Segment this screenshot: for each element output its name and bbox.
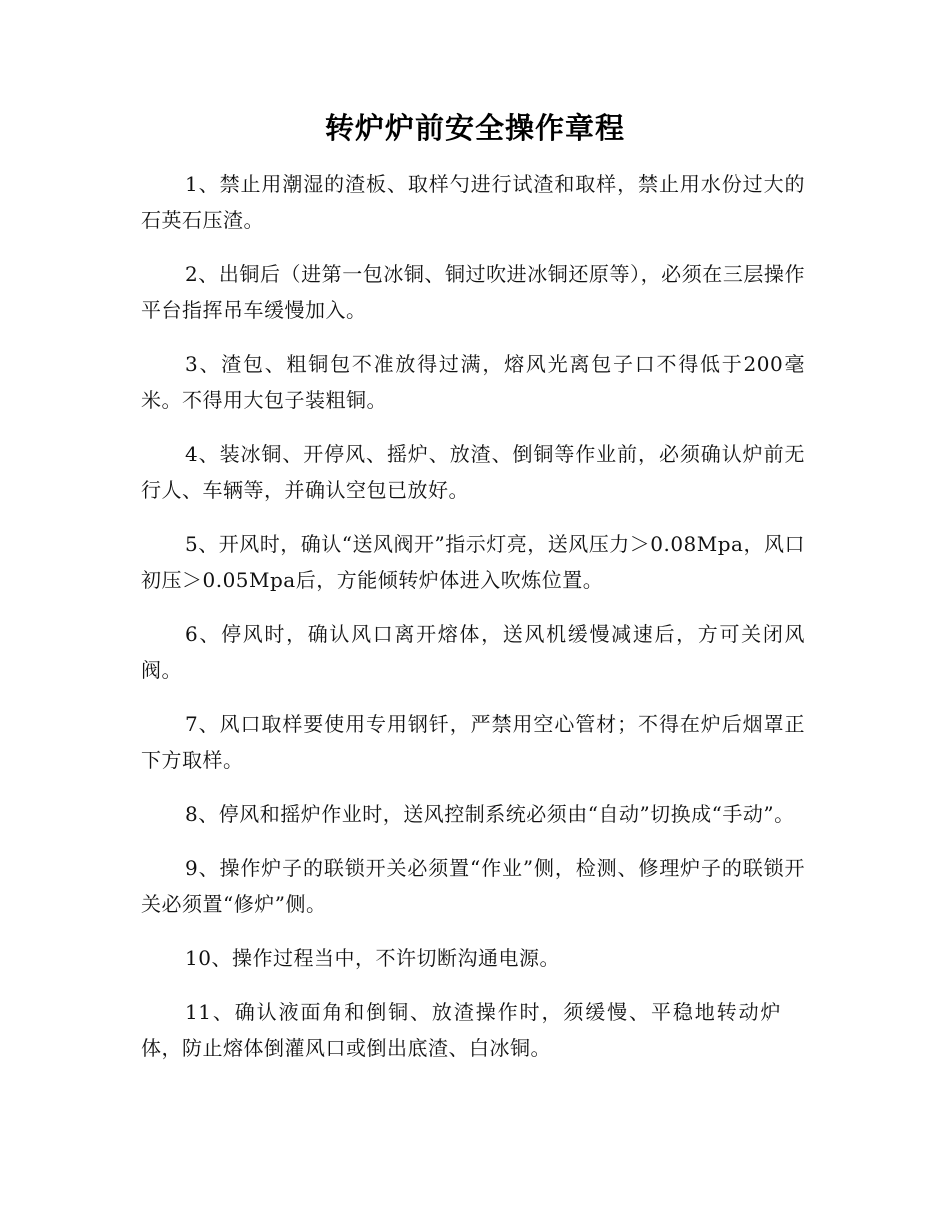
rule-item-4: 4、装冰铜、开停风、摇炉、放渣、倒铜等作业前，必须确认炉前无行人、车辆等，并确认空包已放好。 bbox=[141, 442, 805, 502]
rule-item-2: 2、出铜后（进第一包冰铜、铜过吹进冰铜还原等），必须在三层操作平台指挥吊车缓慢加入。 bbox=[141, 262, 805, 322]
rule-item-7: 7、风口取样要使用专用钢钎，严禁用空心管材；不得在炉后烟罩正下方取样。 bbox=[141, 712, 805, 772]
document-title: 转炉炉前安全操作章程 bbox=[324, 111, 625, 145]
rule-item-10: 10、操作过程当中，不许切断沟通电源。 bbox=[185, 946, 560, 970]
rules-list bbox=[141, 166, 805, 1084]
rule-item-9: 9、操作炉子的联锁开关必须置“作业”侧，检测、修理炉子的联锁开关必须置“修炉”侧。 bbox=[141, 856, 805, 916]
rule-item-1: 1、禁止用潮湿的渣板、取样勺进行试渣和取样，禁止用水份过大的石英石压渣。 bbox=[141, 172, 805, 232]
rule-item-5: 5、开风时，确认“送风阀开”指示灯亮，送风压力＞0.08Mpa，风口初压＞0.05Mpa后，方能倾转炉体进入吹炼位置。 bbox=[141, 532, 805, 592]
rule-item-11: 11、确认液面角和倒铜、放渣操作时，须缓慢、平稳地转动炉体，防止熔体倒灌风口或倒出底渣、白冰铜。 bbox=[141, 1000, 781, 1060]
rule-item-6: 6、停风时，确认风口离开熔体，送风机缓慢减速后，方可关闭风阀。 bbox=[141, 622, 805, 682]
rule-item-3: 3、渣包、粗铜包不准放得过满，熔风光离包子口不得低于200毫米。不得用大包子装粗铜。 bbox=[141, 352, 805, 412]
rule-item-8: 8、停风和摇炉作业时，送风控制系统必须由“自动”切换成“手动”。 bbox=[185, 802, 795, 826]
